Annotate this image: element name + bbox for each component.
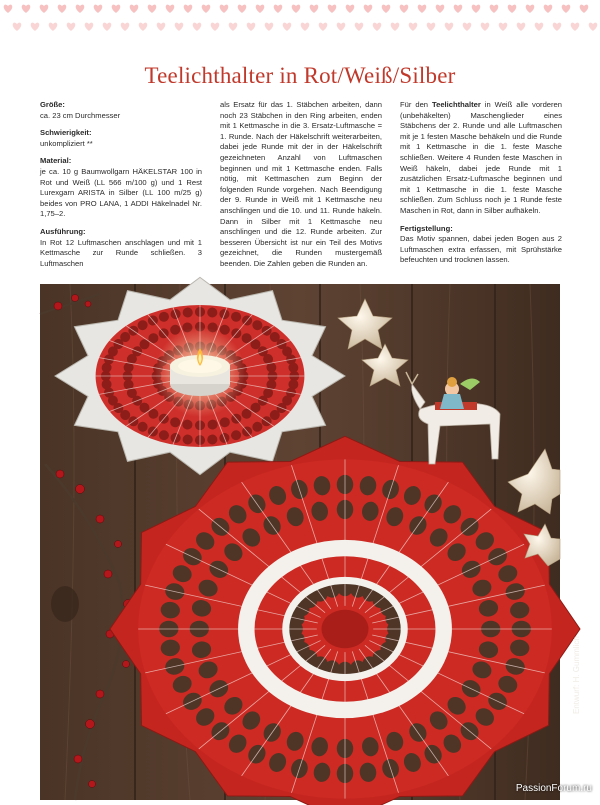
watermark-text: PassionForum.ru xyxy=(515,783,592,794)
photo-illustration xyxy=(40,284,560,800)
heading-ausfuehrung: Ausführung: xyxy=(40,226,86,236)
teelicht-prefix: Für den xyxy=(400,100,433,109)
section-ausfuehrung xyxy=(40,227,202,269)
text-teelichthalter xyxy=(400,100,562,217)
heading-fertigstellung: Fertigstellung: xyxy=(400,223,453,233)
section-groesse xyxy=(40,100,202,121)
text-ausfuehrung-2: als Ersatz für das 1. Stäbchen arbeiten, dann noch 23 Stäbchen in den Ring arbeiten, enden mit 1 Kettmasche in die 3. Ersatz-Luftmasche = 1. Runde. Nach der Häkelschrift weiterarbeiten, dabei jede Runde mit der in der Häkelschrift gezeichneten Anzahl von Luftmaschen beginnen und mit 1 Kettmasche enden. Falls nötig, mit Kettmaschen zum Beginn der folgenden Runde vorgehen. Nach Beendigung der 9. Runde in Weiß mit 1 Kettmasche neu anschlingen und die 10. und 11. Runde häkeln. Dann in Silber mit 1 Kettmasche neu anschlingen und die 12. Runde arbeiten. Zur besseren Übersicht ist nur ein Teil des Motivs gezeichnet, die Runden mustergemäß beenden. Die Zahlen geben die Runden an. xyxy=(220,100,382,268)
heading-material: Material: xyxy=(40,156,72,166)
section-schwierigkeit xyxy=(40,128,202,149)
text-groesse: ca. 23 cm Durchmesser xyxy=(40,110,121,120)
section-fertigstellung xyxy=(400,224,562,266)
heart-border xyxy=(0,0,600,42)
heading-groesse: Größe: xyxy=(40,100,65,109)
text-material: je ca. 10 g Baumwollgarn HÄKELSTAR 100 in Rot und Weiß (LL 566 m/100 g) und 1 Rest Lurexgarn ARISTA in Silber (LL 100 m/25 g) beides von PRO LANA, 1 ADDI Häkelnadel Nr. 1,75–2. xyxy=(40,166,202,219)
teelicht-rest: in Weiß alle vorderen (unbehäkelten) Maschenglieder eines Stäbchens der 2. Runde und alle Luftmaschen mit je 1 festen Masche behäkeln und die Runde mit 1 Kettmasche in die 1. feste Masche schließen. Weitere 4 Runden feste Maschen in Weiß häkeln, dabei jede Runde mit 1 zusätzlichen Ersatz-Luftmasche beginnen und mit 1 Kettmasche in die 1. feste Masche schließen. Zum Schluss noch je 1 Runde feste Maschen in Rot, dann in Silber aufhäkeln. xyxy=(400,100,562,215)
text-schwierigkeit: unkompliziert ** xyxy=(40,138,93,148)
column-1 xyxy=(40,100,202,280)
column-3 xyxy=(400,100,562,280)
heading-schwierigkeit: Schwierigkeit: xyxy=(40,128,92,138)
section-teelichthalter xyxy=(400,100,562,217)
page-title: Teelichthalter in Rot/Weiß/Silber xyxy=(144,63,456,88)
photo-credit: Entwurf: H. Gummlich xyxy=(572,636,581,714)
instructions-columns xyxy=(40,100,562,280)
section-material xyxy=(40,156,202,220)
text-fertigstellung: Das Motiv spannen, dabei jeden Bogen aus 2 Luftmaschen extra erfassen, mit Sprühstärke befeuchten und trocknen lassen. xyxy=(400,234,562,265)
teelicht-bold: Teelichthalter xyxy=(432,100,481,109)
product-photo xyxy=(40,284,581,800)
column-2 xyxy=(220,100,382,280)
text-ausfuehrung-1: In Rot 12 Luftmaschen anschlagen und mit 1 Kettmasche zur Runde schließen. 3 Luftmaschen xyxy=(40,237,202,268)
